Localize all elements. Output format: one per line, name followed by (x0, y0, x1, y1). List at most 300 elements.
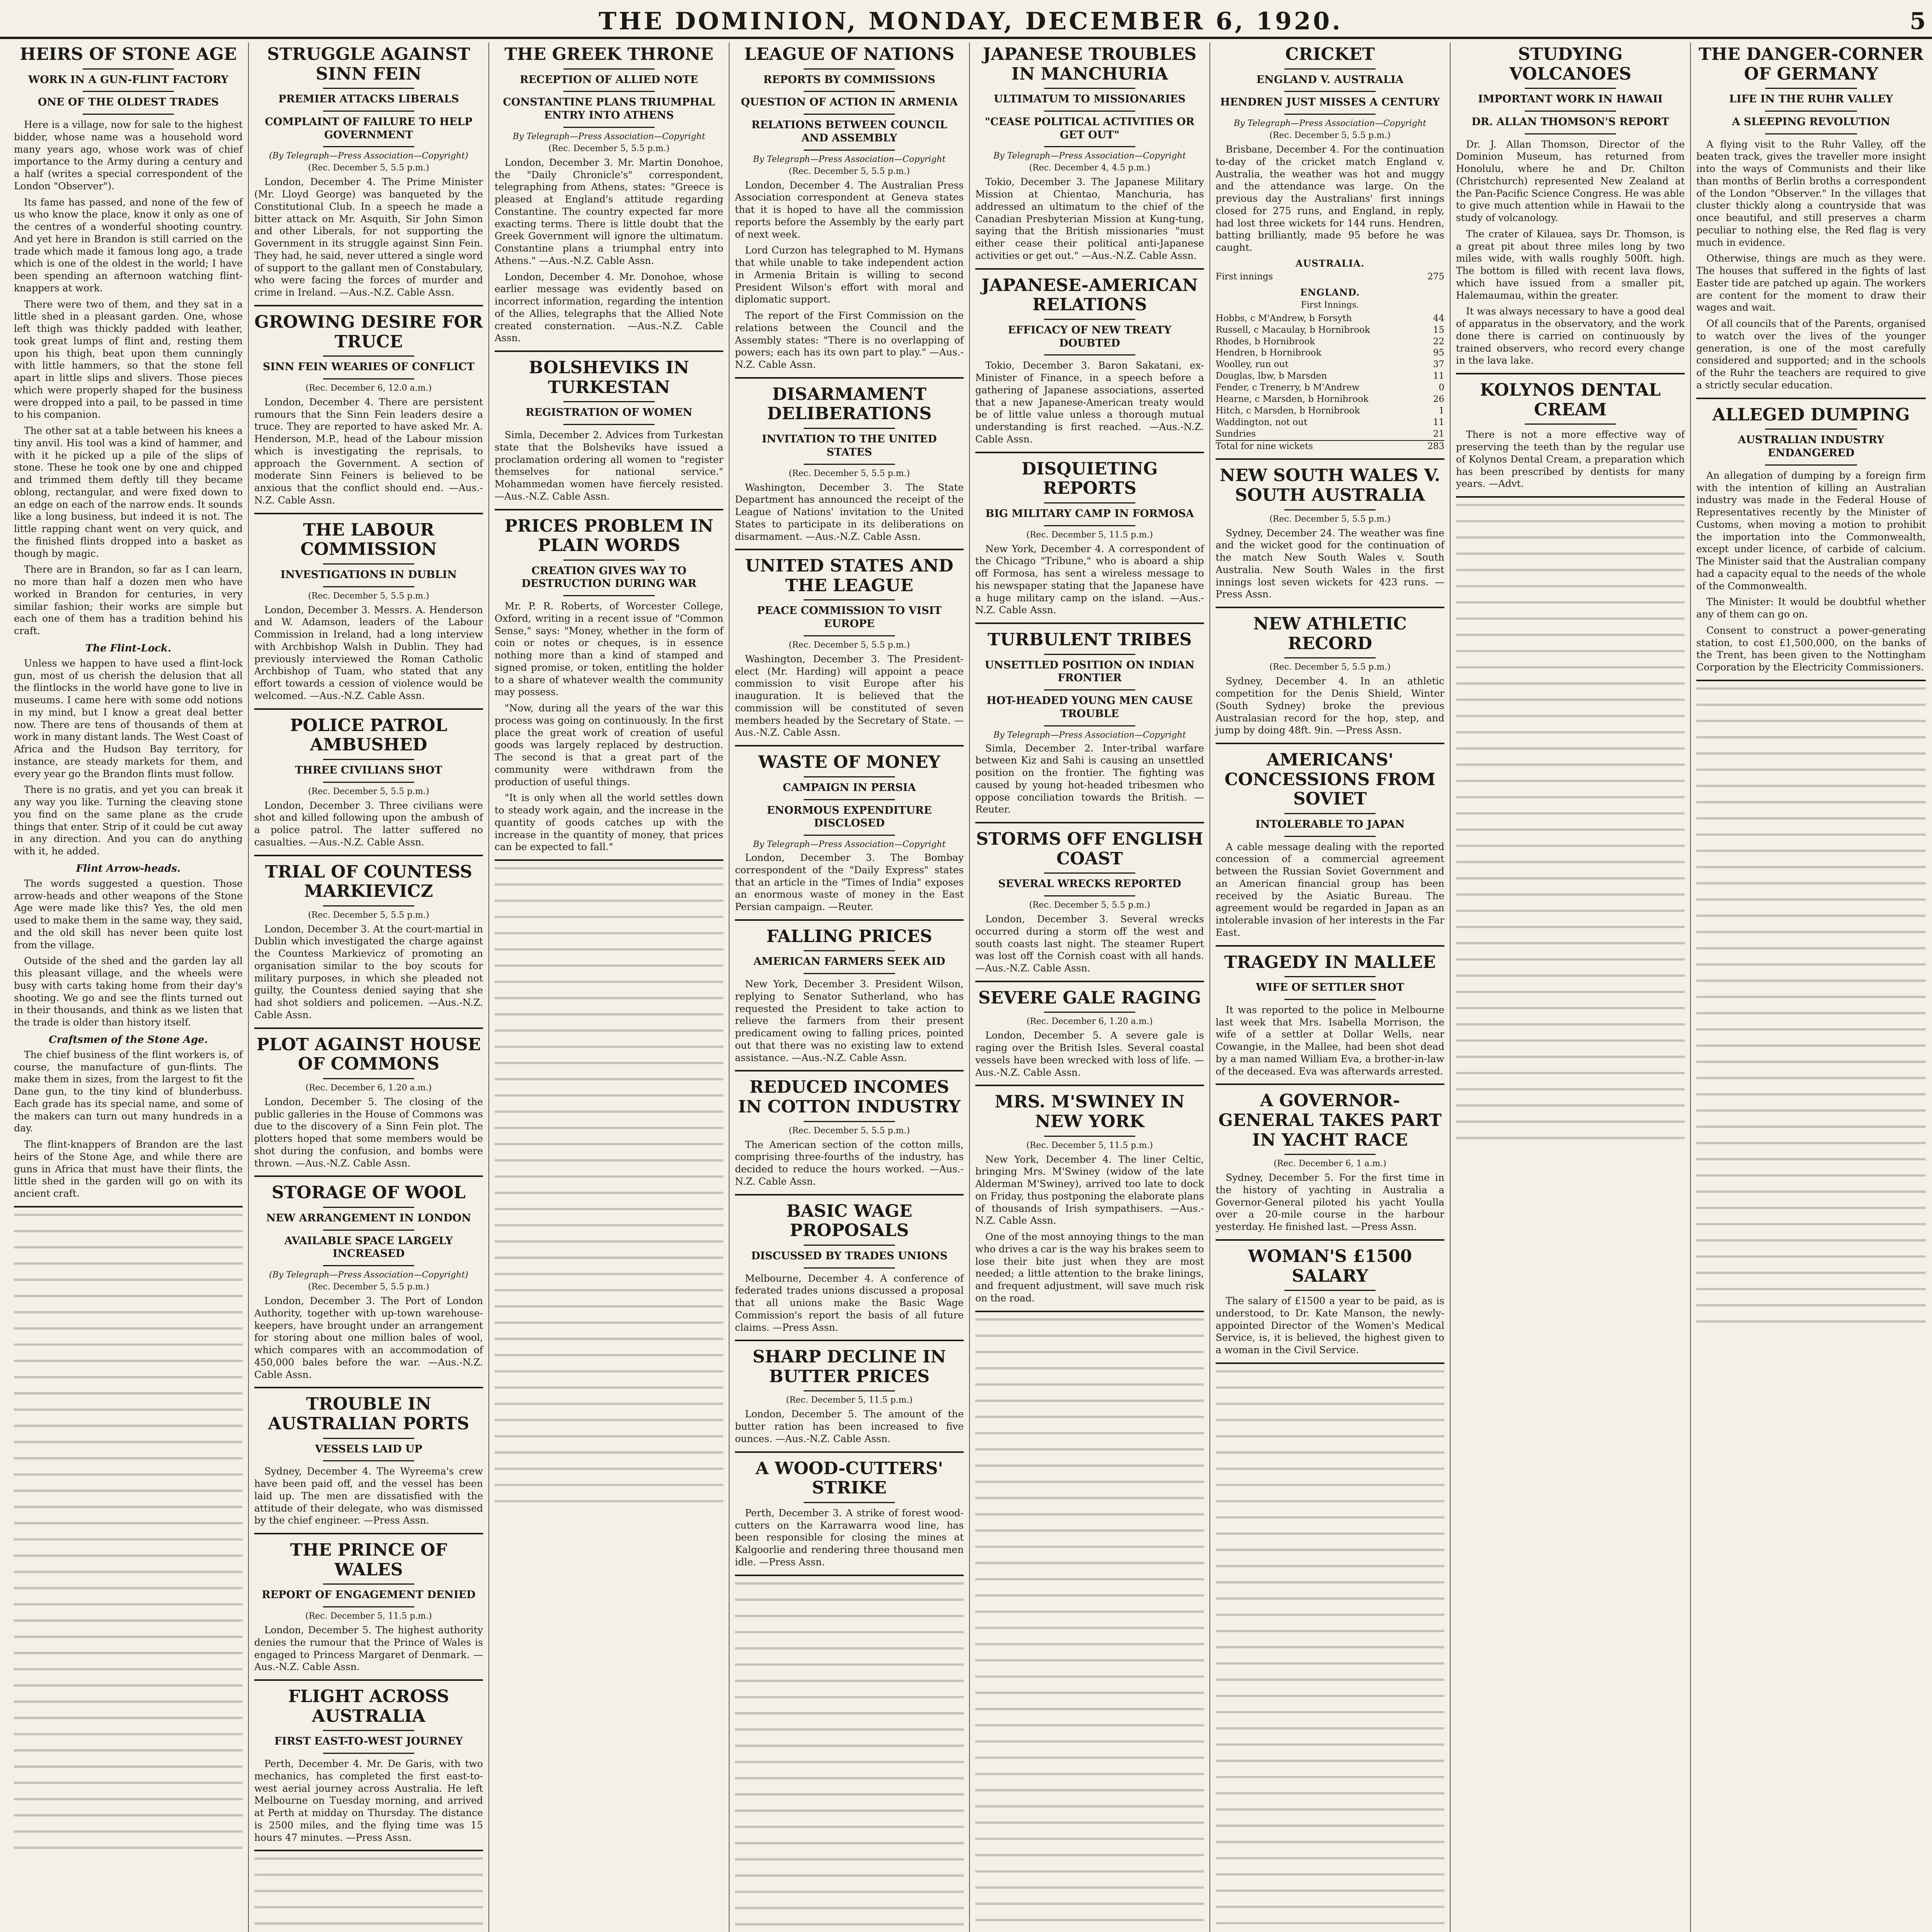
article (254, 1395, 483, 1534)
article-separator (735, 377, 964, 379)
subheadline: "CEASE POLITICAL ACTIVITIES OR GET OUT" (985, 116, 1195, 141)
text-filler (1456, 553, 1685, 565)
text-filler (14, 1344, 243, 1356)
paragraph: Sydney, December 24. The weather was fine and the wicket good for the continuation of the match New South Wales v. South Australia. New South Wales in the first innings lost seven wickets for 423 runs. —Press Assn. (1216, 527, 1444, 600)
article (735, 1459, 964, 1576)
rule-divider (83, 114, 174, 115)
article (495, 517, 723, 861)
paragraph: A flying visit to the Ruhr Valley, off the beaten track, gives the traveller more insight into the ways of Communists and their like than months of Berlin broths a correspondent of the London "Observer." In the villages that cluster thickly along a countryside that was once beautiful, and still preserves a charm peculiar to nothing else, the Red flag is very much in evidence. (1696, 138, 1926, 248)
article (1216, 750, 1444, 947)
runs: 44 (1433, 313, 1444, 323)
text-filler (1216, 1597, 1444, 1610)
text-filler (14, 1376, 243, 1388)
text-filler (1696, 850, 1926, 862)
runs: 0 (1439, 383, 1444, 393)
text-filler (1456, 1121, 1685, 1133)
batsman: Hearne, c Marsden, b Hornibrook (1216, 394, 1369, 404)
runs: 26 (1433, 394, 1444, 404)
text-filler (254, 1906, 483, 1918)
paragraph: The report of the First Commission on the relations between the Council and the Assembly states: "There is no overlapping of powers; each has its own part to play." —Aus.-N.Z. Cable Assn. (735, 310, 964, 371)
text-filler (1696, 1223, 1926, 1235)
article (735, 927, 964, 1072)
score-row (1216, 313, 1444, 325)
rule-divider (323, 782, 415, 783)
text-filler (975, 1854, 1204, 1866)
dateline: (Rec. December 5, 5.5 p.m.) (1269, 131, 1391, 141)
text-filler (1696, 1061, 1926, 1073)
section-subhead: Flint Arrow-heads. (76, 862, 181, 874)
text-filler (1216, 1435, 1444, 1447)
rule-divider (323, 1230, 415, 1231)
text-filler (1696, 980, 1926, 992)
text-filler (975, 1919, 1204, 1931)
text-filler (14, 1636, 243, 1648)
headline: THE DANGER-CORNER OF GERMANY (1699, 44, 1923, 84)
paragraph: London, December 3. The Bombay correspondent of the "Daily Express" states that an article in the "Times of India" exposes an enormous waste of money in the East Persian campaign. —Reuter. (735, 852, 964, 913)
dateline: (Rec. December 5, 5.5 p.m.) (1029, 900, 1150, 910)
text-filler (1456, 1088, 1685, 1100)
text-filler (495, 1370, 723, 1383)
headline: ALLEGED DUMPING (1712, 405, 1910, 425)
text-filler (14, 1684, 243, 1697)
rule-divider (563, 401, 655, 402)
headline: STORAGE OF WOOL (272, 1183, 466, 1203)
text-filler (14, 1765, 243, 1778)
text-filler (1456, 764, 1685, 776)
article-separator (1456, 373, 1685, 374)
rule-divider (563, 595, 655, 596)
text-filler (1456, 731, 1685, 743)
text-filler (735, 1599, 964, 1611)
text-filler (1216, 1743, 1444, 1756)
paragraph: London, December 3. Mr. Martin Donohoe, the "Daily Chronicle's" correspondent, telegraphing from Athens, states: "Greece is pleased at England's attitude regarding Constantine. The country expected far more exacting terms. There is little doubt that the Greek Government will ignore the ultimatum. Constantine plans a triumphal entry into Athens." —Aus.-N.Z. Cable Assn. (495, 156, 723, 266)
rule-divider (804, 428, 895, 429)
headline: THE LABOUR COMMISSION (300, 520, 437, 560)
rule-divider (1284, 657, 1376, 658)
text-filler (1696, 1109, 1926, 1122)
rule-divider (563, 91, 655, 92)
dateline: (Rec. December 5, 5.5 p.m.) (789, 166, 910, 176)
text-filler (495, 1127, 723, 1139)
score-table (1216, 271, 1444, 283)
article-separator (735, 1451, 964, 1453)
page-number: 5 (1910, 8, 1926, 35)
column (970, 43, 1210, 1932)
rule-divider (804, 1121, 895, 1122)
headline: JAPANESE-AMERICAN RELATIONS (981, 275, 1198, 315)
headline: FALLING PRICES (766, 926, 932, 946)
rule-divider (804, 599, 895, 600)
paragraph: London, December 5. A severe gale is raging over the British Isles. Several coastal vessels have been wrecked with loss of life. —Aus.-N.Z. Cable Assn. (975, 1030, 1204, 1078)
paragraph: New York, December 4. The liner Celtic, bringing Mrs. M'Swiney (widow of the late Alderman M'Swiney), arrived too late to dock on Friday, thus postponing the elaborate plans of thousands of Irish sympathisers. —Aus.-N.Z. Cable Assn. (975, 1153, 1204, 1226)
text-filler (1456, 1039, 1685, 1052)
article (975, 988, 1204, 1087)
subheadline: REPORTS BY COMMISSIONS (763, 73, 935, 86)
subheadline: INVITATION TO THE UNITED STATES (762, 433, 937, 458)
text-filler (495, 1338, 723, 1350)
paragraph: London, December 5. The amount of the butter ration has been increased to five ounces. —Aus.-N.Z. Cable Assn. (735, 1408, 964, 1444)
text-filler (735, 1631, 964, 1643)
headline: SHARP DECLINE IN BUTTER PRICES (752, 1347, 946, 1386)
text-filler (735, 1680, 964, 1692)
text-filler (14, 1814, 243, 1827)
headline: GROWING DESIRE FOR TRUCE (254, 312, 483, 352)
subheadline: ENORMOUS EXPENDITURE DISCLOSED (767, 804, 932, 830)
text-filler (975, 1724, 1204, 1736)
subheadline: AVAILABLE SPACE LARGELY INCREASED (284, 1235, 453, 1260)
text-filler (1216, 1711, 1444, 1723)
text-filler (495, 1240, 723, 1253)
article-separator (254, 855, 483, 856)
text-filler (14, 1246, 243, 1259)
rule-divider (323, 1583, 415, 1585)
text-filler (14, 1262, 243, 1275)
text-filler (495, 1143, 723, 1155)
paragraph: The American section of the cotton mills, comprising three-fourths of the industry, has decided to reduce the hours worked. —Aus.-N.Z. Cable Assn. (735, 1139, 964, 1187)
rule-divider (804, 1502, 895, 1503)
article (735, 1347, 964, 1452)
text-filler (1456, 975, 1685, 987)
paragraph: "Now, during all the years of the war this process was going on continuously. In the first place the great work of creation of useful goods was largely replaced by destruction. The second is that a great part of the community were withdrawn from the production of useful things. (495, 702, 723, 787)
text-filler (495, 1273, 723, 1285)
score-row (1216, 347, 1444, 359)
article-separator (254, 1027, 483, 1029)
text-filler (495, 1208, 723, 1220)
text-filler (975, 1529, 1204, 1542)
subheadline: NEW ARRANGEMENT IN LONDON (266, 1212, 471, 1224)
subheadline: AUSTRALIAN INDUSTRY ENDANGERED (1738, 434, 1884, 459)
text-filler (495, 1175, 723, 1188)
paragraph: The chief business of the flint workers is, of course, the manufacture of gun-flints. The make them in sizes, from the largest to fit the Dane gun, to the tiny kind of blunderbuss. Each grade has its special name, and some of the makers can turn out many hundreds in a day. (14, 1049, 243, 1134)
rule-divider (323, 1606, 415, 1607)
article-separator (1216, 743, 1444, 744)
article (975, 45, 1204, 270)
wire-credit: By Telegraph—Press Association—Copyright (753, 840, 946, 850)
text-filler (975, 1578, 1204, 1590)
headline: CRICKET (1285, 44, 1375, 64)
section-subhead: The Flint-Lock. (85, 642, 172, 654)
text-filler (14, 1798, 243, 1810)
text-filler (1696, 882, 1926, 895)
article-separator (495, 509, 723, 510)
text-filler (495, 1321, 723, 1334)
paragraph: Its fame has passed, and none of the few of us who know the place, know it only as one of the centres of a wonderful shooting country. And yet here in Brandon is still carried on the trade which made it famous long ago, a trade which is one of the oldest in the world; I have been spending an afternoon watching flint-knappers at work. (14, 196, 243, 294)
article (1216, 45, 1444, 460)
column (489, 43, 730, 1932)
wire-credit: By Telegraph—Press Association—Copyright (1233, 119, 1427, 129)
rule-divider (1044, 689, 1136, 690)
headline: WOMAN'S £1500 SALARY (1248, 1246, 1412, 1286)
batsman: Hobbs, c M'Andrew, b Forsyth (1216, 313, 1352, 323)
article (1216, 466, 1444, 608)
article-separator (254, 708, 483, 710)
paragraph: Tokio, December 3. The Japanese Military Mission at Chientao, Manchuria, has addressed an ultimatum to the chief of the Canadian Presbyterian Mission at Kung-tung, saying that the British missionaries "must either cease their political anti-Japanese activities or get out." —Aus.-N.Z. Cable Assn. (975, 176, 1204, 261)
subheadline: RECEPTION OF ALLIED NOTE (520, 73, 698, 86)
text-filler (1216, 1662, 1444, 1675)
article (735, 753, 964, 921)
subheadline: COMPLAINT OF FAILURE TO HELP GOVERNMENT (265, 116, 473, 141)
paragraph: The flint-knappers of Brandon are the last heirs of the Stone Age, and while there are guns in Africa that must have their flints, the little shed in the garden will go on with its ancient craft. (14, 1139, 243, 1199)
score-total-row (1216, 440, 1444, 452)
text-filler (1456, 1104, 1685, 1117)
text-filler (1696, 1207, 1926, 1219)
article-separator (1216, 945, 1444, 947)
text-filler (1216, 1484, 1444, 1496)
article-separator (254, 513, 483, 514)
total-runs: 283 (1427, 441, 1444, 451)
text-filler (1696, 833, 1926, 846)
text-filler (495, 1111, 723, 1123)
subheadline: PREMIER ATTACKS LIBERALS (278, 93, 459, 105)
article-separator (1216, 458, 1444, 460)
text-filler (495, 883, 723, 896)
paragraph: Washington, December 3. The President-elect (Mr. Harding) will appoint a peace commission to visit Europe after his inauguration. It is believed that the commission will be constituted of seven members headed by the Secretary of State. —Aus.-N.Z. Cable Assn. (735, 653, 964, 738)
subheadline: UNSETTLED POSITION ON INDIAN FRONTIER (985, 659, 1195, 684)
rule-divider (1044, 88, 1136, 89)
article-separator (495, 859, 723, 861)
runs: 15 (1433, 325, 1444, 335)
article-separator (735, 745, 964, 747)
text-filler (1456, 585, 1685, 597)
rule-divider (323, 759, 415, 760)
text-filler (1216, 1468, 1444, 1480)
article (254, 1541, 483, 1681)
dateline: (Rec. December 5, 5.5 p.m.) (308, 910, 429, 920)
text-filler (1456, 958, 1685, 971)
text-filler (1696, 1126, 1926, 1138)
text-filler (1216, 1646, 1444, 1658)
text-filler (14, 1214, 243, 1226)
text-filler (1216, 1792, 1444, 1804)
headline: TROUBLE IN AUSTRALIAN PORTS (268, 1394, 469, 1434)
team-name: ENGLAND. (1300, 286, 1360, 298)
text-filler (1216, 1549, 1444, 1561)
score-row (1216, 336, 1444, 348)
paragraph: Sydney, December 4. In an athletic competition for the Denis Shield, Winter (South Sydney) broke the previous Australasian record for the hop, step, and jump by doing 48ft. 9in. —Press Assn. (1216, 675, 1444, 736)
article (975, 630, 1204, 823)
column (1451, 43, 1691, 1932)
subheadline: VESSELS LAID UP (315, 1443, 422, 1455)
rule-divider (1525, 133, 1616, 134)
dateline: (Rec. December 5, 11.5 p.m.) (305, 1611, 432, 1621)
text-filler (1216, 1403, 1444, 1415)
text-filler (14, 1717, 243, 1729)
rule-divider (1525, 423, 1616, 425)
text-filler (1456, 991, 1685, 1003)
headline: HEIRS OF STONE AGE (20, 44, 237, 64)
rule-divider (323, 355, 415, 357)
rule-divider (804, 91, 895, 92)
dateline: (Rec. December 5, 5.5 p.m.) (1269, 514, 1391, 524)
headline: POLICE PATROL AMBUSHED (290, 715, 447, 755)
paragraph: London, December 3. Several wrecks occurred during a storm off the west and south coasts last night. The steamer Rupert was lost off the Cornish coast with all hands. —Aus.-N.Z. Cable Assn. (975, 913, 1204, 974)
text-filler (1696, 1158, 1926, 1170)
runs: 11 (1433, 417, 1444, 427)
article-separator (254, 305, 483, 306)
text-filler (975, 1481, 1204, 1493)
text-filler (1216, 1825, 1444, 1837)
rule-divider (804, 776, 895, 777)
rule-divider (804, 835, 895, 836)
rule-divider (1044, 654, 1136, 655)
dateline: (Rec. December 6, 1.20 a.m.) (1026, 1017, 1153, 1027)
dateline: (Rec. December 6, 1.20 a.m.) (305, 1083, 432, 1093)
text-filler (975, 1335, 1204, 1347)
text-filler (1216, 1808, 1444, 1821)
paragraph: A cable message dealing with the reported concession of a commercial agreement between the Russian Soviet Government and an American financial group has been received by the Asiatic Bureau. The agreement would be regarded in Japan as an intolerable invasion of her interests in the Far East. (1216, 841, 1444, 938)
text-filler (1456, 796, 1685, 808)
headline: TRAGEDY IN MALLEE (1224, 952, 1436, 972)
article (1216, 614, 1444, 744)
subheadline: DR. ALLAN THOMSON'S REPORT (1471, 116, 1669, 128)
text-filler (14, 1587, 243, 1599)
paragraph: London, December 4. Mr. Donohoe, whose earlier message was evidently based on incorrect information, regarding the intention of the Allies, telegraphs that the Allied Note created consternation. —Aus.-N.Z. Cable Assn. (495, 271, 723, 344)
batsman: Russell, c Macaulay, b Hornibrook (1216, 325, 1370, 335)
text-filler (1696, 963, 1926, 976)
column (730, 43, 970, 1932)
innings-label: First Innings. (1301, 300, 1359, 310)
text-filler (1216, 1922, 1444, 1932)
text-filler (735, 1647, 964, 1660)
text-filler (1456, 536, 1685, 549)
text-filler (1216, 1776, 1444, 1788)
text-filler (1696, 1174, 1926, 1187)
dateline: (Rec. December 5, 5.5 p.m.) (308, 786, 429, 796)
rule-divider (804, 635, 895, 636)
text-filler (495, 948, 723, 961)
article (735, 556, 964, 747)
rule-divider (1765, 429, 1857, 430)
rule-divider (323, 586, 415, 587)
text-filler (1456, 1056, 1685, 1068)
article-separator (735, 1194, 964, 1196)
rule-divider (1284, 999, 1376, 1000)
subheadline: ULTIMATUM TO MISSIONARIES (993, 93, 1186, 105)
paragraph: It was always necessary to have a good deal of apparatus in the observatory, and the work done there is carried on continuously by trained observers, who record every change in the lava lake. (1456, 306, 1685, 366)
text-filler (1696, 947, 1926, 959)
article-separator (1216, 607, 1444, 608)
text-filler (1216, 1889, 1444, 1902)
text-filler (14, 1311, 243, 1323)
headline: TURBULENT TRIBES (987, 630, 1192, 650)
headline: MRS. M'SWINEY IN NEW YORK (995, 1092, 1185, 1132)
text-filler (1216, 1679, 1444, 1691)
text-filler (14, 1749, 243, 1762)
text-filler (1696, 1288, 1926, 1300)
paragraph: The Minister: It would be doubtful whether any of them can go on. (1696, 596, 1926, 620)
text-filler (1216, 1614, 1444, 1626)
paragraph: Sydney, December 4. The Wyreema's crew have been paid off, and the vessel has been laid up. The men are dissatisfied with the attitude of their delegate, who was dismissed by the chief engineer. —Press Assn. (254, 1466, 483, 1526)
rule-divider (1765, 111, 1857, 112)
headline: AMERICANS' CONCESSIONS FROM SOVIET (1225, 750, 1435, 809)
subheadline: AMERICAN FARMERS SEEK AID (753, 956, 946, 968)
article-separator (735, 1340, 964, 1341)
subheadline: HENDREN JUST MISSES A CENTURY (1220, 96, 1440, 109)
subheadline: INTOLERABLE TO JAPAN (1255, 818, 1405, 830)
rule-divider (1044, 319, 1136, 320)
text-filler (14, 1279, 243, 1291)
text-filler (495, 867, 723, 879)
text-filler (1456, 715, 1685, 727)
article-separator (975, 268, 1204, 270)
text-filler (975, 1400, 1204, 1412)
text-filler (735, 1582, 964, 1595)
text-filler (1696, 1190, 1926, 1203)
text-filler (975, 1821, 1204, 1834)
wire-credit: By Telegraph—Press Association—Copyright (993, 151, 1186, 161)
article (254, 1035, 483, 1177)
text-filler (1216, 1386, 1444, 1399)
text-filler (975, 1740, 1204, 1753)
text-filler (1456, 504, 1685, 516)
article (254, 520, 483, 710)
wire-credit: (By Telegraph—Press Association—Copyright) (269, 1270, 468, 1280)
text-filler (1216, 1565, 1444, 1577)
subheadline: RELATIONS BETWEEN COUNCIL AND ASSEMBLY (751, 119, 947, 144)
paragraph: London, December 3. At the court-martial in Dublin which investigated the charge against the Countess Markievicz of promoting an organisation similar to the boy scouts for military purposes, in which she pleaded not guilty, the Countess denied saying that she had shot soldiers and policemen. —Aus.-N.Z. Cable Assn. (254, 923, 483, 1020)
text-filler (495, 916, 723, 928)
rule-divider (1044, 502, 1136, 503)
rule-divider (1765, 133, 1857, 134)
subheadline: BIG MILITARY CAMP IN FORMOSA (985, 507, 1194, 520)
rule-divider (1284, 836, 1376, 837)
rule-divider (804, 150, 895, 151)
text-filler (1216, 1581, 1444, 1594)
headline: STUDYING VOLCANOES (1509, 44, 1631, 84)
text-filler (1456, 893, 1685, 906)
rule-divider (1284, 976, 1376, 977)
rule-divider (804, 114, 895, 115)
text-filler (975, 1643, 1204, 1655)
article-separator (975, 622, 1204, 624)
text-filler (14, 1701, 243, 1713)
paragraph: London, December 4. There are persistent rumours that the Sinn Fein leaders desire a truce. They are reported to have asked Mr. A. Henderson, M.P., head of the Labour mission which is investigating the reprisals, to approach the Government. A section of moderate Sinn Feiners is believed to be anxious that the conflict should end. —Aus.-N.Z. Cable Assn. (254, 396, 483, 506)
text-filler (1456, 942, 1685, 954)
wire-credit: (By Telegraph—Press Association—Copyright) (269, 151, 468, 161)
score-row (1216, 429, 1444, 440)
headline: DISQUIETING REPORTS (1021, 459, 1158, 498)
subheadline: WIFE OF SETTLER SHOT (1256, 981, 1404, 994)
rule-divider (323, 1207, 415, 1208)
score-row (1216, 417, 1444, 429)
text-filler (1696, 898, 1926, 911)
text-filler (14, 1652, 243, 1664)
text-filler (1696, 1077, 1926, 1089)
score-row (1216, 271, 1444, 283)
headline: THE PRINCE OF WALES (290, 1540, 447, 1580)
text-filler (1456, 780, 1685, 792)
text-filler (1696, 736, 1926, 748)
rule-divider (1044, 354, 1136, 355)
runs: 37 (1433, 359, 1444, 370)
text-filler (495, 1419, 723, 1431)
headline: NEW ATHLETIC RECORD (1253, 614, 1407, 653)
headline: PRICES PROBLEM IN PLAIN WORDS (504, 516, 714, 556)
text-filler (735, 1858, 964, 1871)
text-filler (1456, 861, 1685, 873)
text-filler (975, 1805, 1204, 1818)
rule-divider (804, 799, 895, 800)
batsman: Fender, c Trenerry, b M'Andrew (1216, 383, 1360, 393)
subheadline: HOT-HEADED YOUNG MEN CAUSE TROUBLE (986, 695, 1193, 720)
text-filler (495, 1046, 723, 1058)
dateline: (Rec. December 5, 11.5 p.m.) (786, 1395, 913, 1405)
text-filler (495, 1192, 723, 1204)
headline: NEW SOUTH WALES V. SOUTH AUSTRALIA (1219, 466, 1440, 505)
text-filler (975, 1789, 1204, 1801)
headline: STRUGGLE AGAINST SINN FEIN (267, 44, 470, 84)
score-row (1216, 405, 1444, 417)
